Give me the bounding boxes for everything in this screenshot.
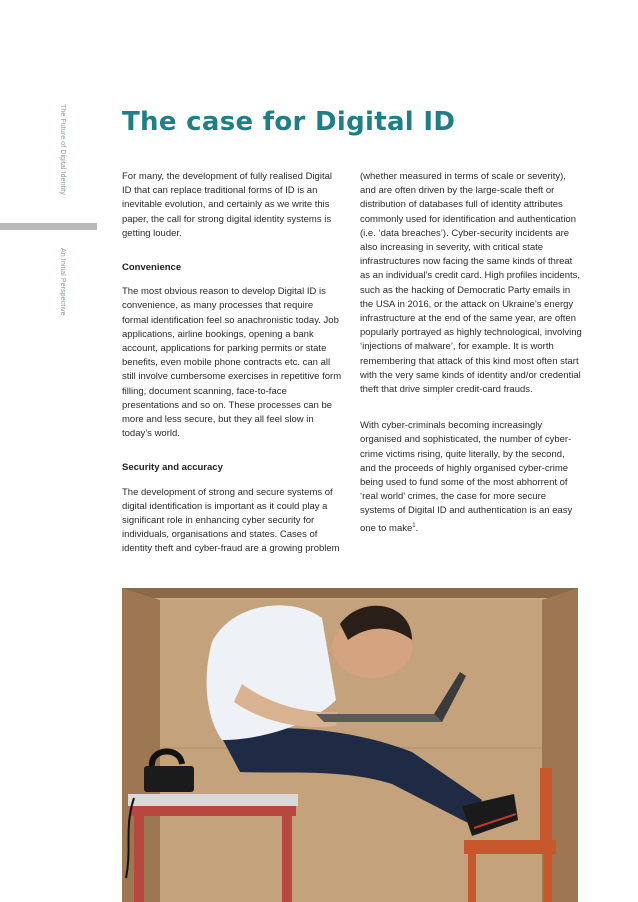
- sidebar-series-title: The Future of Digital Identity: [59, 104, 66, 195]
- stool-back: [540, 768, 552, 842]
- right-paragraph-1: (whether measured in terms of scale or severity), and are often driven by the large-scale theft or distribution of databases full of identity attributes commonly used for identification and authentication (i.e. ‘data breaches’). Cyber-security incidents are also increasing in severity, with critical state infrastructures now facing the same kinds of threat as an individual’s credit card. High profiles incidents, such as the hacking of Democratic Party emails in the USA in 2016, or the attack on Ukraine’s energy infrastructure at the end of the same year, are often popularly portrayed as highly technological, involving ‘injections of malware’, for example. It is worth remembering that attack of this kind most often start with the very same kinds of identity and/or credential theft that drive simpler credit-card frauds.: [360, 171, 582, 396]
- laptop-base: [316, 714, 442, 722]
- left-column: [122, 170, 342, 557]
- stool-leg-left: [468, 854, 476, 902]
- security-paragraph: The development of strong and secure systems of digital identification is important as it could play a significant role in enhancing cyber security for individuals, organisations and states. Cases of identity theft and cyber-fraud are a growing problem: [122, 486, 340, 555]
- side-table-apron: [130, 806, 296, 816]
- page-title: The case for Digital ID: [122, 107, 456, 137]
- security-heading: Security and accuracy: [122, 462, 223, 474]
- right-paragraph-2-end: .: [415, 522, 419, 534]
- right-paragraph-2: [360, 419, 582, 536]
- right-paragraph-2-text: With cyber-criminals becoming increasingly organised and sophisticated, the number of cyber-crime victims rising, quite literally, by the second, and the proceeds of highly organised cyber-crime being used to fund some of the most abhorrent of ‘real world’ crimes, the case for more secure systems of Digital ID and authentication is an easy one to make: [360, 420, 573, 534]
- footnote-marker: 1: [412, 522, 416, 529]
- sidebar-section-label: An Initial Perspective: [59, 248, 66, 316]
- side-table-leg-left: [134, 816, 144, 902]
- side-table-leg-right: [282, 816, 292, 902]
- convenience-paragraph: The most obvious reason to develop Digital ID is convenience, as many processes that require formal identification feel so anachronistic today. Job applications, airline bookings, opening a bank account, applications for parking permits or state benefits, even mobile phone contracts etc. can all still involve cumbersome exercises in repetitive form filling, document scanning, face-to-face presentations and so on. These processes can be more and less secure, but they all feel slow in today’s world.: [122, 286, 342, 440]
- convenience-heading: Convenience: [122, 262, 182, 274]
- box-top-flap: [122, 588, 578, 598]
- desk-phone: [144, 766, 194, 792]
- stool-leg-right: [544, 854, 552, 902]
- intro-paragraph: For many, the development of fully realised Digital ID that can replace traditional forms of ID is an inevitable evolution, and certainly as we write this paper, the call for strong digital identity systems is getting louder.: [122, 171, 332, 239]
- side-table-top: [128, 794, 298, 806]
- right-column: [360, 170, 582, 536]
- stool-seat: [464, 840, 556, 854]
- cardboard-box-photo: [122, 588, 578, 902]
- sidebar-divider-bar: [0, 223, 97, 230]
